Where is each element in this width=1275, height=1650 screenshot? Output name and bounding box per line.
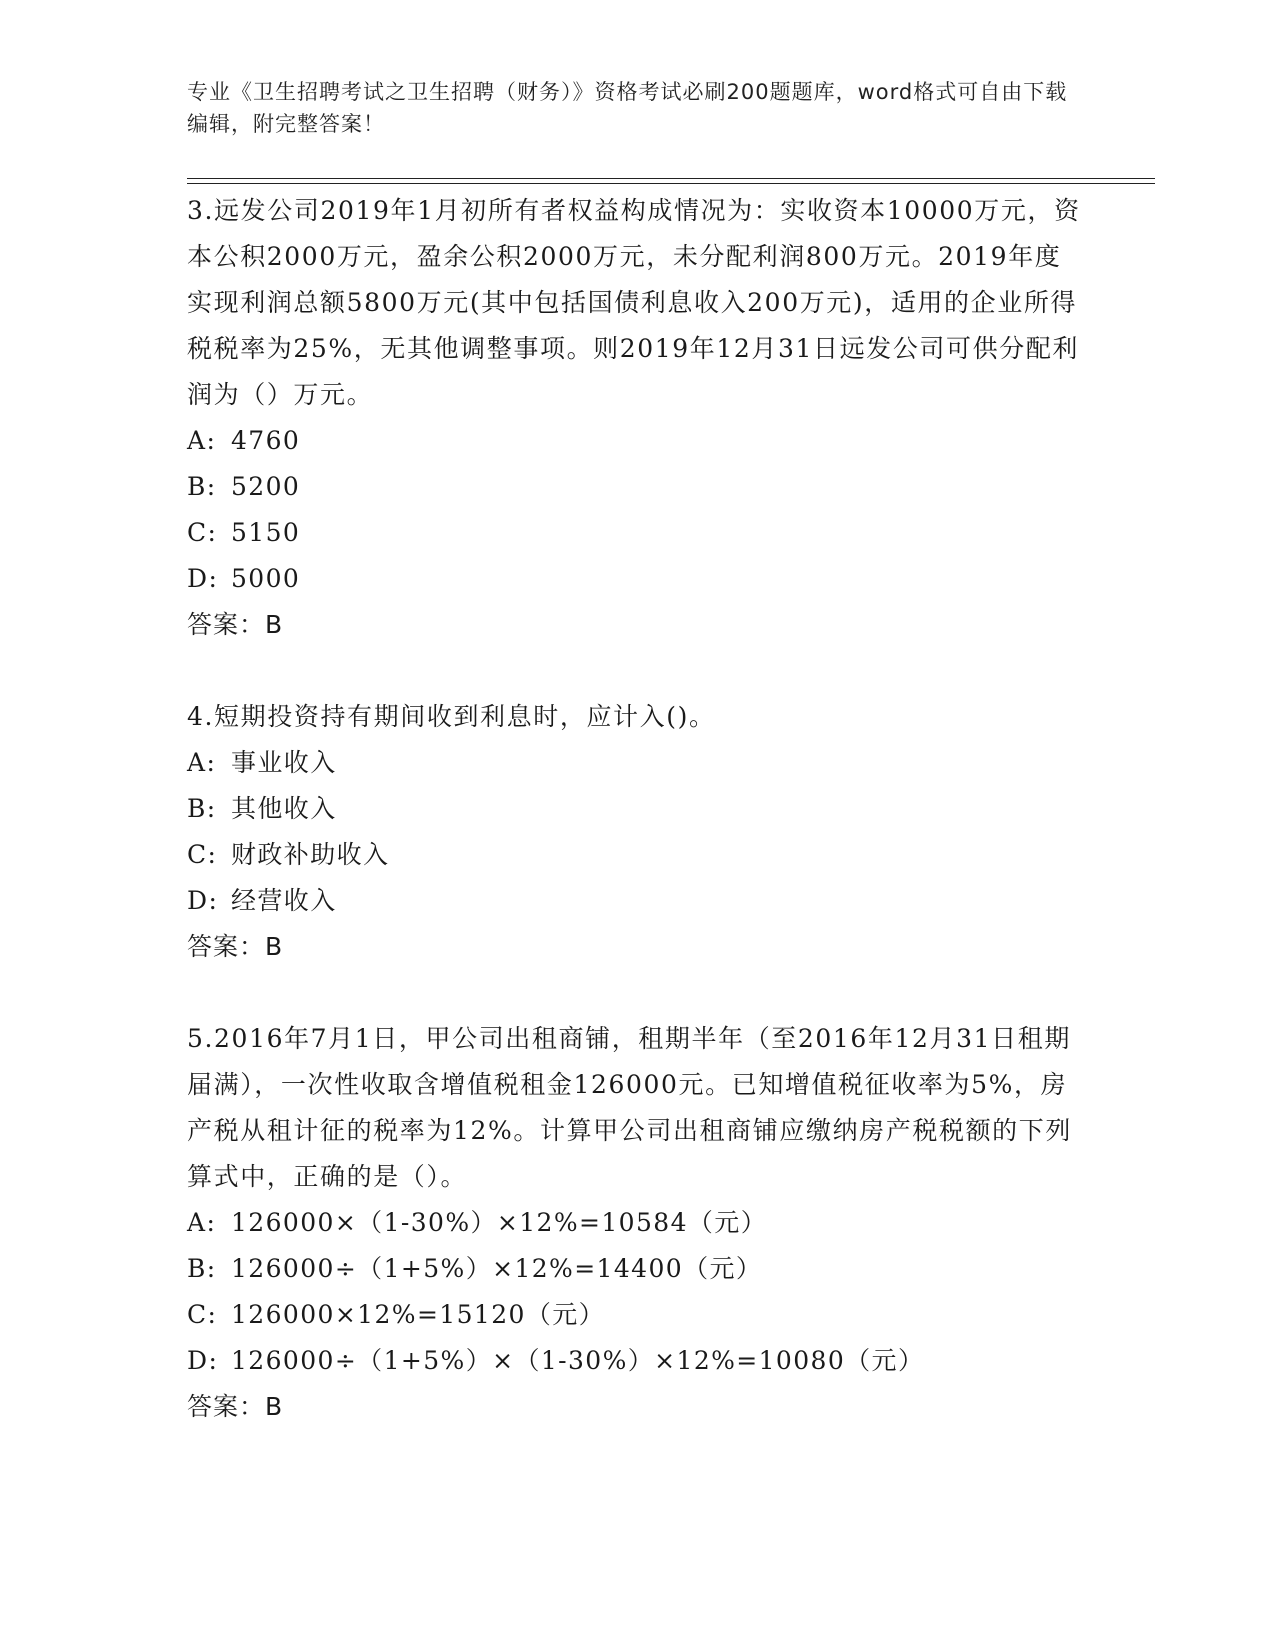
answer-line: 答案：B (187, 610, 284, 639)
question-text: 4.短期投资持有期间收到利息时，应计入()。 (187, 702, 716, 731)
document-header (187, 76, 1087, 140)
option-letter: B: (187, 794, 217, 823)
option-text: 其他收入 (231, 794, 337, 823)
option-c (187, 832, 1087, 878)
option-c (187, 1292, 1087, 1338)
option-text: 5000 (231, 564, 301, 593)
option-letter: B: (187, 472, 217, 501)
header-title: 专业《卫生招聘考试之卫生招聘（财务）》资格考试必刷200题题库，word格式可自由下载编辑，附完整答案！ (187, 80, 1068, 136)
option-text: 126000×（1-30%）×12%=10584（元） (231, 1208, 768, 1237)
question-3 (187, 188, 1087, 648)
option-a (187, 740, 1087, 786)
option-letter: A: (187, 1208, 217, 1237)
option-d (187, 556, 1087, 602)
option-text: 5150 (231, 518, 301, 547)
option-b (187, 464, 1087, 510)
question-5 (187, 1016, 1087, 1430)
answer-line: 答案：B (187, 1392, 284, 1421)
option-a (187, 418, 1087, 464)
option-d (187, 878, 1087, 924)
option-letter: D: (187, 564, 219, 593)
option-letter: A: (187, 426, 217, 455)
option-text: 财政补助收入 (231, 840, 390, 869)
option-c (187, 510, 1087, 556)
answer-line: 答案：B (187, 932, 284, 961)
option-letter: A: (187, 748, 217, 777)
option-text: 126000÷（1+5%）×12%=14400（元） (231, 1254, 763, 1283)
option-text: 4760 (231, 426, 301, 455)
option-text: 事业收入 (231, 748, 337, 777)
question-text: 5.2016年7月1日，甲公司出租商铺，租期半年（至2016年12月31日租期届满），一次性收取含增值税租金126000元。已知增值税征收率为5%，房产税从租计征的税率为12%。计算甲公司出租商铺应缴纳房产税税额的下列算式中，正确的是（）。 (187, 1024, 1072, 1191)
option-letter: C: (187, 840, 218, 869)
question-4 (187, 694, 1087, 970)
option-text: 126000÷（1+5%）×（1-30%）×12%=10080（元） (231, 1346, 925, 1375)
option-letter: C: (187, 1300, 218, 1329)
option-a (187, 1200, 1087, 1246)
question-list (187, 188, 1087, 1476)
question-text: 3.远发公司2019年1月初所有者权益构成情况为：实收资本10000万元，资本公积2000万元，盈余公积2000万元，未分配利润800万元。2019年度实现利润总额5800万元(其中包括国债利息收入200万元)，适用的企业所得税税率为25%，无其他调整事项。则2019年12月31日远发公司可供分配利润为（）万元。 (187, 196, 1081, 409)
option-letter: D: (187, 886, 219, 915)
option-text: 126000×12%=15120（元） (231, 1300, 606, 1329)
option-letter: B: (187, 1254, 217, 1283)
option-letter: C: (187, 518, 218, 547)
option-b (187, 786, 1087, 832)
option-text: 5200 (231, 472, 301, 501)
header-divider-top (187, 178, 1155, 179)
option-d (187, 1338, 1087, 1384)
option-letter: D: (187, 1346, 219, 1375)
header-divider-bottom (187, 183, 1155, 184)
option-text: 经营收入 (231, 886, 337, 915)
option-b (187, 1246, 1087, 1292)
